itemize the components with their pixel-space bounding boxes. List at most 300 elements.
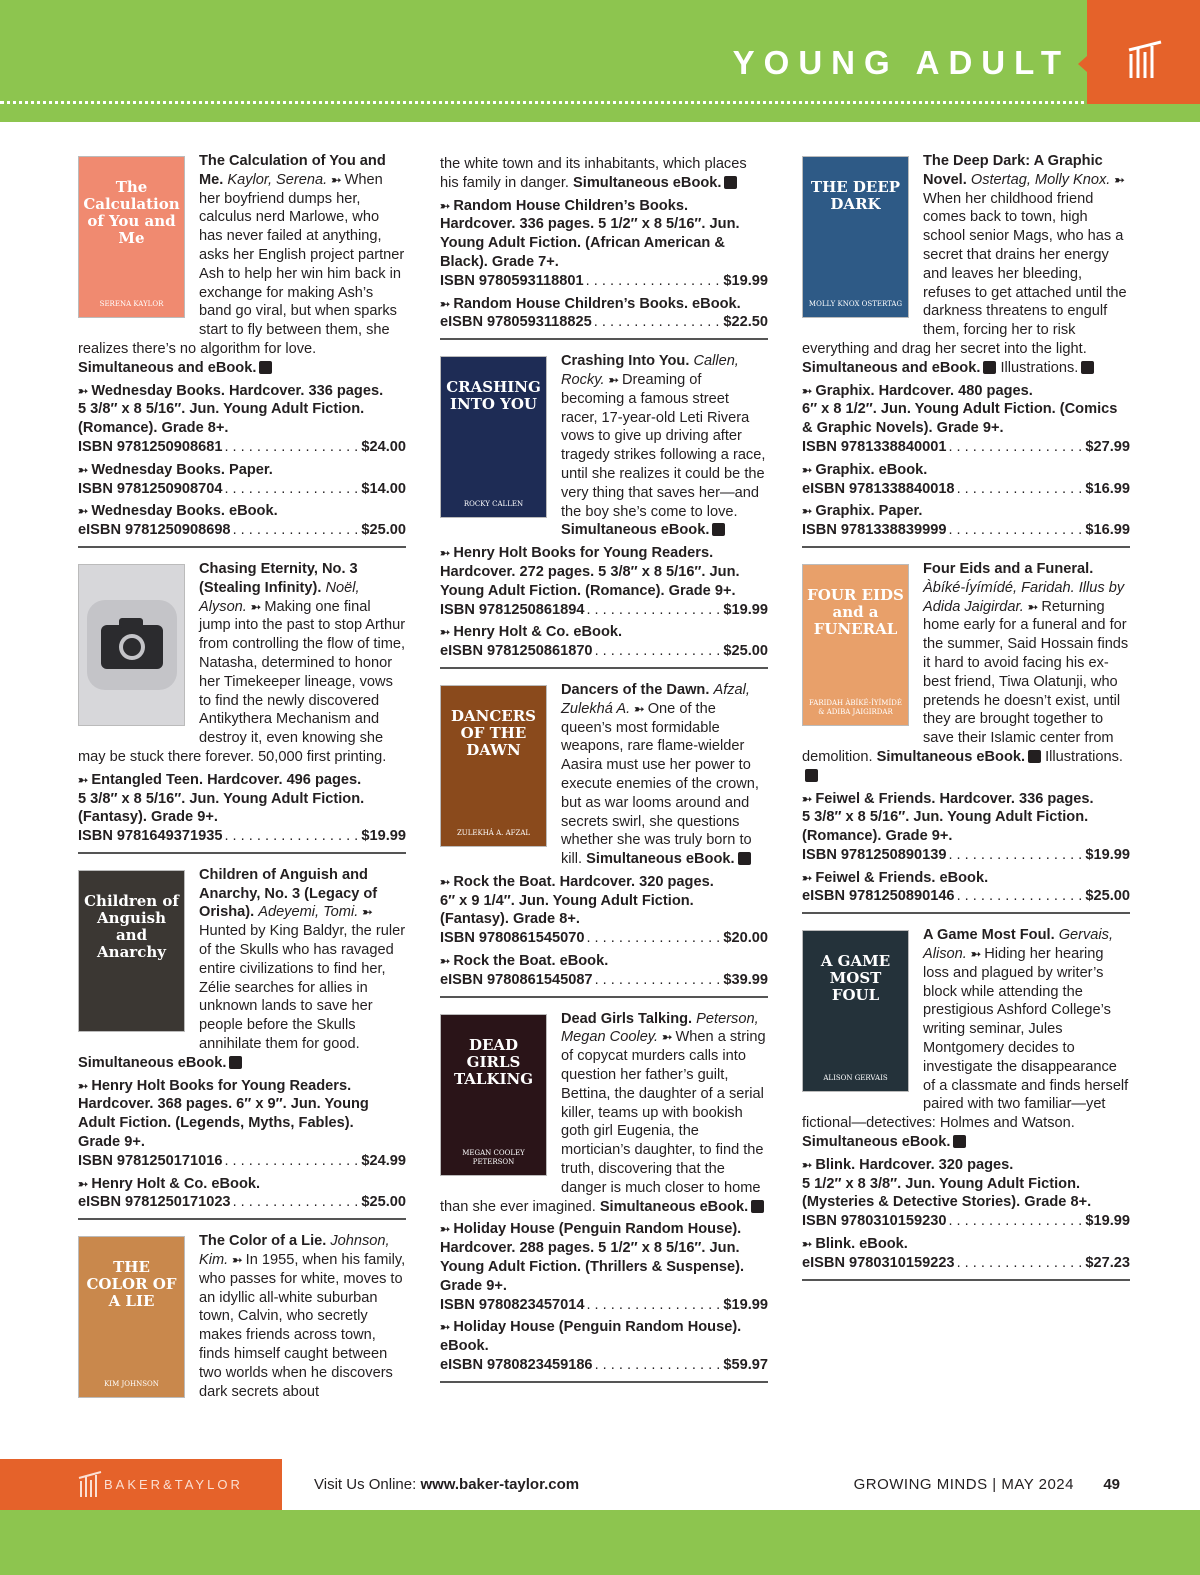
format-block — [440, 1220, 768, 1314]
dot-leader — [233, 521, 360, 540]
format-text: Feiwel & Friends. Hardcover. 336 pages. — [815, 790, 1094, 807]
book-cover-image — [802, 564, 909, 726]
format-text: Hardcover. 272 pages. 5 3/8″ x 8 5/16″. Jun. — [440, 563, 740, 580]
book-author: Noël, Alyson. — [199, 579, 360, 615]
arrow-icon: ➳ — [78, 772, 92, 787]
isbn-price-row — [440, 601, 768, 620]
format-block — [802, 1235, 1130, 1273]
book-description — [440, 352, 768, 540]
baker-taylor-logo-icon — [78, 1471, 102, 1497]
format-line — [440, 563, 768, 582]
isbn: eISBN 9780310159223 — [802, 1254, 955, 1271]
format-line — [802, 869, 1130, 888]
book-entry — [78, 1232, 406, 1408]
isbn-price-row — [440, 971, 768, 990]
ebook-icon — [738, 852, 751, 865]
format-line — [802, 1235, 1130, 1254]
isbn-price-row — [802, 1212, 1130, 1231]
format-text: Grade 9+. — [78, 1134, 145, 1151]
ebook-icon — [712, 523, 725, 536]
arrow-icon: ➳ — [608, 372, 622, 387]
cover-title-art: Children of Anguish and Anarchy — [84, 891, 179, 961]
arrow-icon: ➳ — [802, 462, 816, 477]
footer-visit — [314, 1476, 579, 1493]
ebook-icon — [1081, 361, 1094, 374]
price: $59.97 — [723, 1357, 768, 1374]
arrow-icon: ➳ — [1114, 172, 1125, 187]
simultaneous-note: Simultaneous eBook. — [573, 174, 722, 191]
format-line — [440, 197, 768, 216]
book-cover-image — [802, 156, 909, 318]
isbn-price-row — [802, 846, 1130, 865]
format-block — [78, 461, 406, 499]
price: $25.00 — [1085, 888, 1130, 905]
book-cover-image — [440, 1014, 547, 1176]
isbn-price-row — [78, 521, 406, 540]
format-block — [802, 869, 1130, 907]
dot-leader — [586, 1296, 721, 1315]
cover-title-art: A GAME MOST FOUL — [820, 952, 891, 1005]
simultaneous-note: Simultaneous eBook. — [802, 1134, 951, 1151]
isbn-price-row — [440, 1356, 768, 1375]
isbn-price-row — [440, 1296, 768, 1315]
cover-title-art: The Calculation of You and Me — [83, 178, 180, 247]
format-line — [802, 400, 1130, 419]
dot-leader — [595, 1356, 722, 1375]
book-summary: When her childhood friend comes back to town, high school senior Mags, who has a secret that drains her energy and leaves her bleeding, refuses to get attached until the darkness threatens to engulf them, forcing her to risk everything and drag her secret into the light. — [802, 190, 1127, 357]
book-title: The Color of a Lie. — [199, 1233, 327, 1250]
format-line — [78, 382, 406, 401]
arrow-icon: ➳ — [802, 504, 816, 519]
isbn: eISBN 9780861545087 — [440, 971, 593, 988]
format-text: 5 3/8″ x 8 5/16″. Jun. Young Adult Fiction. — [78, 790, 365, 807]
price: $19.99 — [1085, 1213, 1130, 1230]
format-block — [78, 771, 406, 846]
format-line — [802, 1175, 1130, 1194]
brand-tab — [1087, 0, 1200, 104]
format-line — [78, 1095, 406, 1114]
format-line — [78, 790, 406, 809]
arrow-icon: ➳ — [440, 296, 454, 311]
book-entry — [78, 866, 406, 1220]
book-summary: One of the queen’s most formidable weapons, rare flame-wielder Aasira must use her power to execute enemies of the crown, but as war looms around and secrets swirl, she questions whether she was truly born to kill. — [561, 700, 759, 868]
book-summary: Hiding her hearing loss and plagued by writer’s block while attending the prestigious Ashford College’s writing seminar, Jules Montgomery decides to investigate the disappearance of a classmate and finds herself paired with two familiar—yet fictional—detectives: Holmes and Watson. — [802, 946, 1129, 1132]
format-text: Hardcover. 336 pages. 5 1/2″ x 8 5/16″. Jun. — [440, 216, 740, 233]
isbn: ISBN 9780593118801 — [440, 272, 584, 289]
isbn-price-row — [78, 480, 406, 499]
format-text: Random House Children’s Books. eBook. — [453, 295, 741, 312]
book-entry — [802, 560, 1130, 914]
format-line — [440, 234, 768, 253]
book-author: Afzal, Zulekhá A. — [561, 681, 750, 717]
arrow-icon: ➳ — [802, 1237, 816, 1252]
isbn-price-row — [440, 642, 768, 661]
format-line — [440, 582, 768, 601]
book-entry — [78, 560, 406, 854]
ebook-icon — [953, 1135, 966, 1148]
book-cover-image — [440, 356, 547, 518]
arrow-icon: ➳ — [802, 791, 816, 806]
arrow-icon: ➳ — [634, 701, 648, 716]
format-block — [802, 502, 1130, 540]
isbn-price-row — [78, 1152, 406, 1171]
baker-taylor-logo-icon — [1125, 40, 1165, 80]
format-block — [78, 1175, 406, 1213]
book-summary: In 1955, when his family, who passes for white, moves to an idyllic all-white suburban town, Calvin, who secretly makes friends across town, finds himself caught between two worlds when he discovers dark secrets about — [199, 1252, 406, 1400]
cover-title-art: FOUR EIDS and a FUNERAL — [807, 585, 904, 638]
format-text: eBook. — [440, 1338, 489, 1355]
format-text: (Romance). Grade 8+. — [78, 420, 229, 437]
illustrations-note: Illustrations. — [1000, 359, 1079, 376]
book-cover-image — [440, 685, 547, 847]
format-line — [440, 215, 768, 234]
price: $22.50 — [723, 314, 768, 331]
dot-leader — [948, 438, 1083, 457]
format-line — [802, 1156, 1130, 1175]
format-text: Graphix. Hardcover. 480 pages. — [815, 382, 1033, 399]
format-line — [802, 502, 1130, 521]
simultaneous-note: Simultaneous eBook. — [78, 1054, 227, 1071]
format-text: 5 3/8″ x 8 5/16″. Jun. Young Adult Fiction. — [802, 809, 1089, 826]
footer-issue: GROWING MINDS | MAY 2024 — [853, 1476, 1074, 1493]
format-line — [802, 808, 1130, 827]
book-cover-image — [802, 930, 909, 1092]
book-title: Dead Girls Talking. — [561, 1010, 693, 1027]
format-text: Entangled Teen. Hardcover. 496 pages. — [91, 771, 362, 788]
format-block — [802, 461, 1130, 499]
isbn: eISBN 9781250890146 — [802, 888, 955, 905]
section-title: YOUNG ADULT — [732, 44, 1070, 81]
format-text: Blink. Hardcover. 320 pages. — [815, 1156, 1014, 1173]
format-text: Blink. eBook. — [815, 1236, 908, 1253]
format-line — [440, 1318, 768, 1337]
cover-author-art: ZULEKHÁ A. AFZAL — [456, 828, 531, 837]
footer-brand-name: BAKER&TAYLOR — [104, 1477, 243, 1492]
book-title: A Game Most Foul. — [923, 927, 1055, 944]
book-title: The Calculation of You and Me. — [199, 153, 386, 188]
dot-leader — [586, 272, 722, 291]
isbn-price-row — [802, 480, 1130, 499]
ebook-icon — [259, 361, 272, 374]
format-text: Grade 9+. — [440, 1277, 507, 1294]
price: $19.99 — [723, 1296, 768, 1313]
format-text: Graphix. eBook. — [815, 461, 928, 478]
book-entry — [802, 926, 1130, 1280]
isbn-price-row — [802, 1254, 1130, 1273]
price: $39.99 — [723, 971, 768, 988]
dot-leader — [586, 601, 721, 620]
format-line — [440, 1220, 768, 1239]
arrow-icon: ➳ — [78, 504, 92, 519]
format-block — [802, 1156, 1130, 1231]
book-cover-image — [78, 870, 185, 1032]
format-text: Wednesday Books. eBook. — [91, 503, 278, 520]
arrow-icon: ➳ — [78, 1078, 92, 1093]
dot-leader — [957, 1254, 1084, 1273]
price: $19.99 — [723, 601, 768, 618]
format-line — [440, 1239, 768, 1258]
book-title: Chasing Eternity, No. 3 (Stealing Infinity). — [199, 560, 358, 596]
price: $20.00 — [723, 930, 768, 947]
format-block — [440, 295, 768, 333]
isbn: ISBN 9781338840001 — [802, 438, 947, 455]
format-text: (Fantasy). Grade 8+. — [440, 911, 580, 928]
simultaneous-note: Simultaneous and eBook. — [802, 359, 981, 376]
format-line — [78, 1133, 406, 1152]
format-text: (Mysteries & Detective Stories). Grade 8+. — [802, 1194, 1092, 1211]
cover-author-art: KIM JOHNSON — [104, 1380, 159, 1389]
cover-author-art: MOLLY KNOX OSTERTAG — [808, 300, 903, 308]
arrow-icon: ➳ — [440, 198, 454, 213]
book-author: Kaylor, Serena. — [227, 171, 328, 188]
isbn-price-row — [440, 929, 768, 948]
continued-text: the white town and its inhabitants, which places his family in danger. — [440, 156, 747, 191]
isbn: eISBN 9780823459186 — [440, 1357, 593, 1374]
format-block — [440, 1318, 768, 1374]
format-text: Young Adult Fiction. (Thrillers & Suspense). — [440, 1259, 745, 1276]
isbn-price-row — [78, 1193, 406, 1212]
arrow-icon: ➳ — [331, 172, 345, 187]
price: $24.00 — [361, 438, 406, 455]
column-left — [78, 152, 406, 1420]
isbn-price-row — [78, 438, 406, 457]
format-text: (Romance). Grade 9+. — [802, 828, 953, 845]
isbn: eISBN 9781250861870 — [440, 643, 593, 660]
ebook-icon — [724, 176, 737, 189]
arrow-icon: ➳ — [440, 625, 454, 640]
format-text: Young Adult Fiction. (African American & — [440, 235, 725, 252]
format-line — [802, 1193, 1130, 1212]
dot-leader — [594, 313, 722, 332]
format-block — [440, 623, 768, 661]
book-author: Gervais, Alison. — [923, 927, 1114, 963]
arrow-icon: ➳ — [802, 383, 816, 398]
dot-leader — [224, 827, 359, 846]
page-header — [0, 0, 1200, 122]
price: $14.00 — [361, 480, 406, 497]
isbn: ISBN 9780861545070 — [440, 930, 585, 947]
dot-leader — [595, 971, 722, 990]
format-block — [802, 382, 1130, 457]
format-text: 6″ x 8 1/2″. Jun. Young Adult Fiction. (Comics — [802, 401, 1118, 418]
footer-visit-label: Visit Us Online: — [314, 1476, 421, 1493]
format-text: (Fantasy). Grade 9+. — [78, 809, 218, 826]
isbn-price-row — [802, 887, 1130, 906]
book-description — [78, 560, 406, 767]
column-right — [802, 152, 1130, 1293]
arrow-icon: ➳ — [440, 954, 454, 969]
book-author: Callen, Rocky. — [561, 353, 739, 388]
book-summary: Dreaming of becoming a famous street racer, 17-year-old Leti Rivera vows to give up driving after tragedy strikes following a race, until she realizes it could be the very thing that saves her—and the boy she’s come to love. — [561, 371, 766, 520]
format-text: Holiday House (Penguin Random House). — [453, 1319, 742, 1336]
arrow-icon: ➳ — [78, 462, 92, 477]
dot-leader — [224, 438, 359, 457]
format-block — [78, 1077, 406, 1171]
cover-title-art: THE DEEP DARK — [810, 178, 901, 213]
cover-author-art: ALISON GERVAIS — [823, 1074, 888, 1083]
book-author: Adeyemi, Tomi. — [258, 904, 359, 921]
isbn: ISBN 9781338839999 — [802, 522, 947, 539]
dot-leader — [957, 887, 1084, 906]
format-text: 6″ x 9 1/4″. Jun. Young Adult Fiction. — [440, 892, 694, 909]
format-text: Henry Holt Books for Young Readers. — [453, 545, 714, 562]
format-line — [440, 1258, 768, 1277]
arrow-icon: ➳ — [440, 1222, 454, 1237]
book-description — [78, 1232, 406, 1401]
book-summary: Hunted by King Baldyr, the ruler of the Skulls who has ravaged entire civilizations to find her, Zélie searches for allies in unknown lands to save her people before the Skulls annihilate them for good. — [199, 923, 406, 1053]
isbn-price-row — [802, 438, 1130, 457]
ebook-icon — [983, 361, 996, 374]
isbn-price-row — [440, 272, 768, 291]
book-title: Children of Anguish and Anarchy, No. 3 (Legacy of Orisha). — [199, 866, 378, 921]
arrow-icon: ➳ — [802, 870, 816, 885]
simultaneous-note: Simultaneous eBook. — [561, 522, 710, 539]
isbn: ISBN 9781250861894 — [440, 601, 585, 618]
book-author: Peterson, Megan Cooley. — [561, 1010, 759, 1046]
arrow-icon: ➳ — [662, 1030, 676, 1045]
illustrations-note: Illustrations. — [1045, 748, 1123, 765]
isbn: ISBN 9781250171016 — [78, 1152, 223, 1169]
arrow-icon: ➳ — [802, 1157, 816, 1172]
format-text: Adult Fiction. (Legends, Myths, Fables). — [78, 1115, 354, 1132]
simultaneous-note: Simultaneous eBook. — [586, 851, 735, 868]
format-text: 5 3/8″ x 8 5/16″. Jun. Young Adult Fiction. — [78, 401, 365, 418]
book-summary: Returning home early for a funeral and for the summer, Said Hossain finds it hard to avoid facing his ex-best friend, Tiwa Olatunji, who pretends he doesn’t exist, until they are brought together to save their Islamic center from demolition. — [802, 598, 1129, 765]
book-description — [802, 926, 1130, 1152]
book-entry — [802, 152, 1130, 548]
book-author: Ostertag, Molly Knox. — [970, 171, 1111, 188]
price: $25.00 — [361, 522, 406, 539]
format-text: Rock the Boat. Hardcover. 320 pages. — [453, 873, 714, 890]
ebook-icon — [229, 1056, 242, 1069]
arrow-icon: ➳ — [232, 1253, 246, 1268]
dot-leader — [948, 521, 1083, 540]
format-line — [440, 295, 768, 314]
format-line — [440, 892, 768, 911]
format-text: Hardcover. 288 pages. 5 1/2″ x 8 5/16″. Jun. — [440, 1240, 740, 1257]
book-entry — [78, 152, 406, 548]
column-middle — [440, 152, 768, 1395]
isbn: ISBN 9780823457014 — [440, 1296, 585, 1313]
arrow-icon: ➳ — [362, 905, 373, 920]
book-entry — [440, 681, 768, 998]
format-line — [440, 623, 768, 642]
book-author: Johnson, Kim. — [199, 1233, 390, 1269]
dot-leader — [948, 846, 1083, 865]
footer-visit-url-link[interactable]: www.baker-taylor.com — [420, 1476, 580, 1493]
format-text: Hardcover. 368 pages. 6″ x 9″. Jun. Young — [78, 1096, 369, 1113]
price: $19.99 — [361, 828, 406, 845]
format-text: Rock the Boat. eBook. — [453, 953, 609, 970]
format-text: & Graphic Novels). Grade 9+. — [802, 420, 1004, 437]
format-text: Wednesday Books. Hardcover. 336 pages. — [91, 382, 384, 399]
format-line — [440, 1277, 768, 1296]
format-line — [802, 419, 1130, 438]
arrow-icon: ➳ — [78, 1176, 92, 1191]
dot-leader — [586, 929, 721, 948]
format-line — [78, 1114, 406, 1133]
header-dotted-rule — [0, 101, 1200, 104]
book-description — [802, 560, 1130, 786]
format-text: Henry Holt & Co. eBook. — [453, 624, 623, 641]
simultaneous-note: Simultaneous eBook. — [876, 748, 1026, 765]
format-block — [440, 952, 768, 990]
format-line — [440, 910, 768, 929]
isbn: ISBN 9781250908704 — [78, 480, 223, 497]
dot-leader — [224, 1152, 359, 1171]
format-line — [78, 1077, 406, 1096]
dot-leader — [595, 642, 722, 661]
isbn: ISBN 9781250890139 — [802, 846, 947, 863]
arrow-icon: ➳ — [78, 383, 92, 398]
book-description — [440, 1010, 768, 1217]
cover-title-art: THE COLOR OF A LIE — [86, 1258, 177, 1311]
price: $25.00 — [723, 643, 768, 660]
format-text: 5 1/2″ x 8 3/8″. Jun. Young Adult Fiction. — [802, 1175, 1081, 1192]
format-line — [440, 544, 768, 563]
format-text: Random House Children’s Books. — [453, 197, 689, 214]
format-line — [78, 771, 406, 790]
cover-title-art: CRASHING INTO YOU — [446, 378, 541, 414]
format-block — [440, 544, 768, 619]
format-line — [802, 382, 1130, 401]
price: $19.99 — [1085, 846, 1130, 863]
format-line — [78, 419, 406, 438]
isbn: ISBN 9781649371935 — [78, 828, 223, 845]
format-text: Young Adult Fiction. (Romance). Grade 9+. — [440, 582, 736, 599]
format-text: Henry Holt & Co. eBook. — [91, 1175, 261, 1192]
isbn: eISBN 9780593118825 — [440, 314, 592, 331]
book-description — [440, 681, 768, 869]
isbn-price-row — [802, 521, 1130, 540]
simultaneous-note: Simultaneous eBook. — [599, 1198, 749, 1215]
book-description — [78, 152, 406, 378]
book-title: Four Eids and a Funeral. — [923, 560, 1094, 577]
price: $16.99 — [1085, 522, 1130, 539]
format-block — [440, 197, 768, 291]
price: $25.00 — [361, 1194, 406, 1211]
format-block — [802, 790, 1130, 865]
isbn-price-row — [78, 827, 406, 846]
format-line — [802, 790, 1130, 809]
ebook-icon — [805, 769, 818, 782]
format-block — [78, 382, 406, 457]
format-line — [78, 808, 406, 827]
format-text: Henry Holt Books for Young Readers. — [91, 1077, 352, 1094]
book-title: Crashing Into You. — [561, 353, 690, 370]
dot-leader — [948, 1212, 1083, 1231]
cover-author-art: ROCKY CALLEN — [463, 500, 524, 509]
book-title: Dancers of the Dawn. — [561, 681, 710, 698]
price: $16.99 — [1085, 480, 1130, 497]
format-line — [440, 873, 768, 892]
bottom-green-band — [0, 1510, 1200, 1575]
book-entry — [440, 152, 768, 340]
format-line — [78, 502, 406, 521]
format-text: Feiwel & Friends. eBook. — [815, 869, 989, 886]
dot-leader — [233, 1193, 360, 1212]
book-cover-image — [78, 156, 185, 318]
cover-title-art: DEAD GIRLS TALKING — [453, 1035, 534, 1088]
format-line — [78, 400, 406, 419]
isbn: eISBN 9781250908698 — [78, 522, 231, 539]
book-summary: When a string of copycat murders calls into question her father’s guilt, Bettina, the daughter of a serial killer, teams up with bookish goth girl Eugenia, the mortician’s daughter, to find the truth, discovering that the danger is much closer to home than she ever imagined. — [440, 1029, 766, 1215]
arrow-icon: ➳ — [250, 599, 265, 614]
book-cover-image — [78, 564, 185, 726]
simultaneous-note: Simultaneous and eBook. — [78, 359, 257, 376]
book-description — [802, 152, 1130, 378]
isbn: eISBN 9781250171023 — [78, 1194, 231, 1211]
